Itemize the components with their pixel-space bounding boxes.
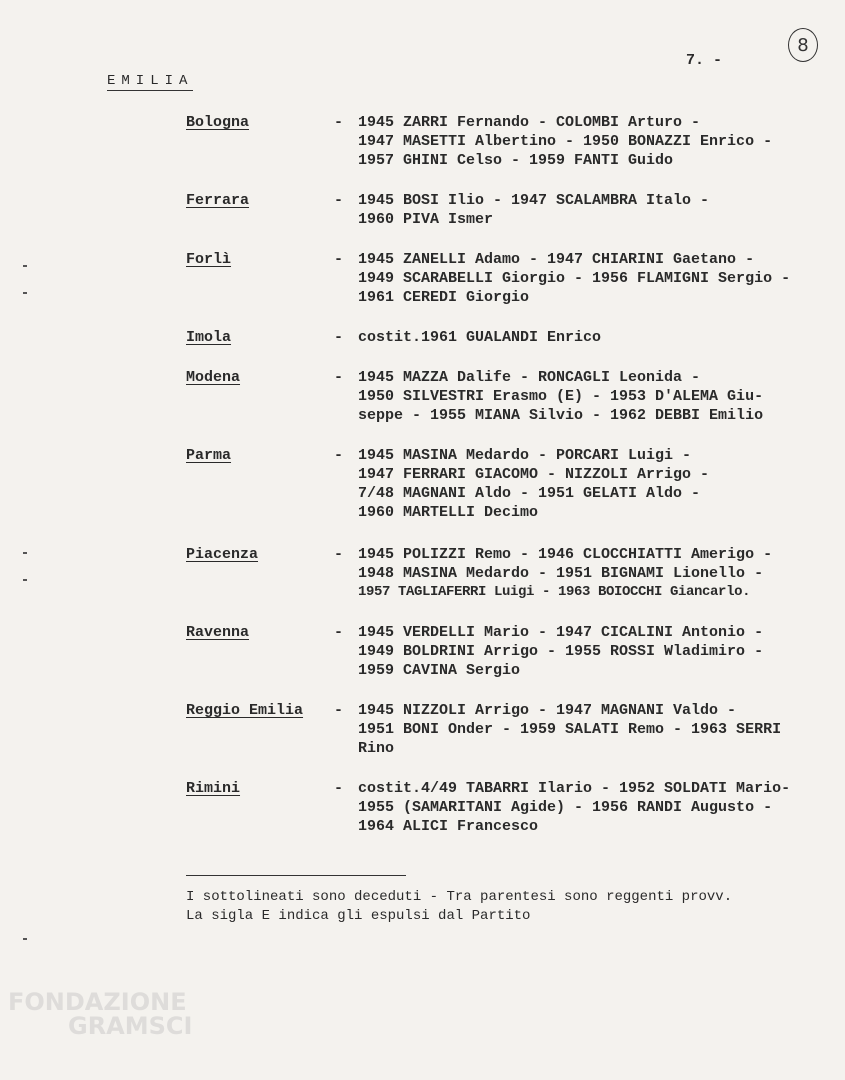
entry-line: 7/48 MAGNANI Aldo - 1951 GELATI Aldo - (358, 485, 701, 502)
margin-mark (23, 292, 27, 294)
entry-line: 1957 GHINI Celso - 1959 FANTI Guido (358, 152, 674, 169)
city-name: Piacenza (186, 546, 259, 563)
city-name: Rimini (186, 780, 241, 797)
entry-line: 1949 SCARABELLI Giorgio - 1956 FLAMIGNI Sergio - (358, 270, 791, 287)
entry-line: 1945 ZARRI Fernando - COLOMBI Arturo - (358, 114, 701, 131)
entry-line: costit.4/49 TABARRI Ilario - 1952 SOLDATI Mario- (358, 780, 791, 797)
entry-line: seppe - 1955 MIANA Silvio - 1962 DEBBI Emilio (358, 407, 764, 424)
city-name: Modena (186, 369, 241, 386)
city-name: Reggio Emilia (186, 702, 304, 719)
watermark-line: FONDAZIONE (8, 988, 187, 1016)
watermark-line: GRAMSCI (68, 1012, 193, 1040)
entry-line: 1957 TAGLIAFERRI Luigi - 1963 BOIOCCHI Giancarlo. (358, 584, 751, 600)
entry-line: 1947 FERRARI GIACOMO - NIZZOLI Arrigo - (358, 466, 710, 483)
watermark-logo (8, 990, 192, 1038)
entry-line: 1964 ALICI Francesco (358, 818, 539, 835)
city-name: Forlì (186, 251, 232, 268)
entry-line: 1959 CAVINA Sergio (358, 662, 521, 679)
margin-mark (23, 552, 27, 554)
entry-line: 1960 MARTELLI Decimo (358, 504, 539, 521)
city-name: Parma (186, 447, 232, 464)
margin-mark (23, 579, 27, 581)
margin-mark (23, 265, 27, 267)
entry-line: 1949 BOLDRINI Arrigo - 1955 ROSSI Wladimiro - (358, 643, 764, 660)
footnote-line: I sottolineati sono deceduti - Tra parentesi sono reggenti provv. (186, 889, 733, 905)
page-number: 7. - (686, 52, 723, 69)
margin-mark (23, 938, 27, 940)
city-name: Ferrara (186, 192, 250, 209)
entry-line: 1948 MASINA Medardo - 1951 BIGNAMI Lionello - (358, 565, 764, 582)
entry-line: 1961 CEREDI Giorgio (358, 289, 530, 306)
footnote-rule (186, 875, 406, 876)
entry-line: 1950 SILVESTRI Erasmo (E) - 1953 D'ALEMA Giu- (358, 388, 764, 405)
entry-line: 1951 BONI Onder - 1959 SALATI Remo - 1963 SERRI (358, 721, 782, 738)
entry-line: Rino (358, 740, 395, 757)
archive-number: 8 (788, 28, 818, 62)
entry-line: 1947 MASETTI Albertino - 1950 BONAZZI Enrico - (358, 133, 773, 150)
entry-line: 1945 VERDELLI Mario - 1947 CICALINI Antonio - (358, 624, 764, 641)
footnote-line: La sigla E indica gli espulsi dal Partito (186, 908, 531, 924)
entry-line: 1945 ZANELLI Adamo - 1947 CHIARINI Gaetano - (358, 251, 755, 268)
entry-line: 1945 NIZZOLI Arrigo - 1947 MAGNANI Valdo - (358, 702, 737, 719)
region-title: EMILIA (107, 73, 194, 89)
entry-line: 1955 (SAMARITANI Agide) - 1956 RANDI Augusto - (358, 799, 773, 816)
entry-line: costit.1961 GUALANDI Enrico (358, 329, 602, 346)
entry-line: 1945 BOSI Ilio - 1947 SCALAMBRA Italo - (358, 192, 710, 209)
entry-line: 1945 MASINA Medardo - PORCARI Luigi - (358, 447, 692, 464)
entry-line: 1945 MAZZA Dalife - RONCAGLI Leonida - (358, 369, 701, 386)
document-page: 8 7. - EMILIA Bologna - 1945 ZARRI Fernando - COLOMBI Arturo - 1947 MASETTI Albertino - 1950 BONAZZI Enrico - 1957 GHINI Celso - 1959 FANTI Guido Ferrara - 1945 BOSI Ilio - 1947 SCALAMBRA Italo - 1960 PIVA Ismer Forlì - 1945 ZANELLI Adamo - 1947 CHIARINI Gaetano - 1949 SCARABELLI Giorgio - 1956 FLAMIGNI Sergio - 1961 CEREDI Giorgio Imola - costit.1961 GUALANDI Enrico Modena - 1945 MAZZA Dalife - RONCAGLI Leonida - 1950 SILVESTRI Erasmo (E) - 1953 D'ALEMA Giu- seppe - 1955 MIANA Silvio - 1962 DEBBI Emilio Parma - 1945 MASINA Medardo - PORCARI Luigi - 1947 FERRARI GIACOMO - NIZZOLI Arrigo - 7/48 MAGNANI Aldo - 1951 GELATI Aldo - 1960 MARTELLI Decimo Piacenza - 1945 POLIZZI Remo - 1946 CLOCCHIATTI Amerigo - 1948 MASINA Medardo - 1951 BIGNAMI Lionello - 1957 TAGLIAFERRI Luigi - 1963 BOIOCCHI Giancarlo. Ravenna - 1945 VERDELLI Mario - 1947 CICALINI Antonio - 1949 BOLDRINI Arrigo - 1955 ROSSI Wladimiro - 1959 CAVINA Sergio Reggio Emilia - 1945 NIZZOLI Arrigo - 1947 MAGNANI Valdo - 1951 BONI Onder - 1959 SALATI Remo - 1963 SERRI Rino Rimini - costit.4/49 TABARRI Ilario - 1952 SOLDATI Mario- 1955 (SAMARITANI Agide) - 1956 RANDI Augusto - 1964 ALICI Francesco I sottolineati sono deceduti - Tra parentesi sono reggenti provv. La sigla E indica gli espulsi dal Partito FONDAZIONE GRAMSCI (0, 0, 845, 1080)
entry-line: 1960 PIVA Ismer (358, 211, 494, 228)
city-name: Imola (186, 329, 232, 346)
city-name: Ravenna (186, 624, 250, 641)
city-name: Bologna (186, 114, 250, 131)
entry-line: 1945 POLIZZI Remo - 1946 CLOCCHIATTI Amerigo - (358, 546, 773, 563)
